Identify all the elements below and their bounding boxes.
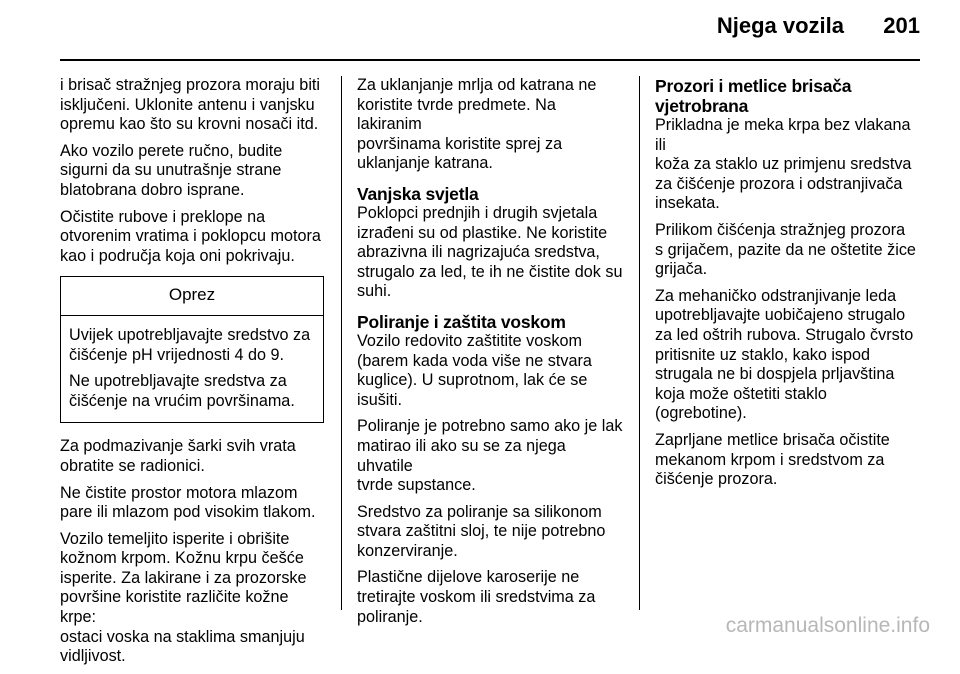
column-divider-1 (341, 76, 342, 610)
paragraph: Sredstvo za poliranje sa silikonom stvara zaštitni sloj, te nije potrebno konzerviranje. (357, 502, 606, 560)
paragraph: i brisač stražnjeg prozora moraju biti isključeni. Uklonite antenu i vanjsku opremu kao što su krovni nosači itd. (60, 76, 321, 134)
paragraph: Poliranje je potrebno samo ako je lak matirao ili ako su se za njega uhvatile tvrde supstance. (357, 417, 623, 495)
paragraph: Plastične dijelove karoserije ne tretirajte voskom ili sredstvima za poliranje. (357, 568, 596, 626)
column-1 (60, 76, 325, 674)
paragraph: Prilikom čišćenja stražnjeg prozora s grijačem, pazite da ne oštetite žice grijača. (655, 220, 916, 279)
paragraph: Očistite rubove i preklope na otvorenim vratima i poklopcu motora kao i područja koja oni pokrivaju. (60, 207, 321, 265)
paragraph: Poklopci prednjih i drugih svjetala izrađeni su od plastike. Ne koristite abrazivna ili nagrizajuća sredstva, strugalo za led, te ih ne čistite dok su suhi. (357, 203, 623, 301)
section-heading-polishing: Poliranje i zaštita voskom (357, 311, 566, 332)
paragraph: Ako vozilo perete ručno, budite sigurni da su unutrašnje strane blatobrana dobro isprane. (60, 141, 283, 199)
paragraph: Zaprljane metlice brisača očistite mekanom krpom i sredstvom za čišćenje prozora. (655, 430, 890, 489)
paragraph: Ne čistite prostor motora mlazom pare ili mlazom pod visokim tlakom. (60, 483, 316, 522)
caution-body (61, 316, 323, 422)
paragraph: Vozilo temeljito isperite i obrišite kožnom krpom. Kožnu krpu češće isperite. Za lakirane i za prozorske površine koristite različite kožne krpe: ostaci voska na staklima smanjuju vidljivost. (60, 529, 307, 666)
paragraph: Za uklanjanje mrlja od katrana ne koristite tvrde predmete. Na lakiranim površinama koristite sprej za uklanjanje katrana. (357, 76, 597, 173)
caution-paragraph: Uvijek upotrebljavajte sredstvo za čišćenje pH vrijednosti 4 do 9. (69, 325, 311, 364)
watermark: carmanualsonline.info (725, 614, 930, 637)
page-number: 201 (883, 13, 920, 38)
caution-box (60, 276, 324, 423)
header-title: Njega vozila (716, 13, 844, 38)
column-divider-2 (639, 76, 640, 610)
paragraph: Vozilo redovito zaštitite voskom (barem kada voda više ne stvara kuglice). U suprotnom, lak će se isušiti. (357, 331, 592, 409)
paragraph: Za mehaničko odstranjivanje leda upotrebljavajte uobičajeno strugalo za led oštrih rubova. Strugalo čvrsto pritisnite uz staklo, kako ispod strugala ne bi dospjela prljavština koja može oštetiti staklo (ogrebotine). (655, 286, 914, 423)
paragraph: Za podmazivanje šarki svih vrata obratite se radionici. (60, 437, 296, 475)
column-3 (655, 76, 923, 497)
caution-paragraph: Ne upotrebljavajte sredstva za čišćenje na vrućim površinama. (69, 372, 295, 410)
header-divider (60, 59, 920, 61)
section-heading-exterior-lights: Vanjska svjetla (357, 183, 479, 204)
paragraph: Prikladna je meka krpa bez vlakana ili koža za staklo uz primjenu sredstva za čišćenje prozora i odstranjivača insekata. (655, 116, 912, 213)
section-heading-windows-wipers: Prozori i metlice brisača vjetrobrana (655, 76, 852, 116)
caution-title: Oprez (61, 277, 323, 316)
column-2 (357, 76, 625, 634)
